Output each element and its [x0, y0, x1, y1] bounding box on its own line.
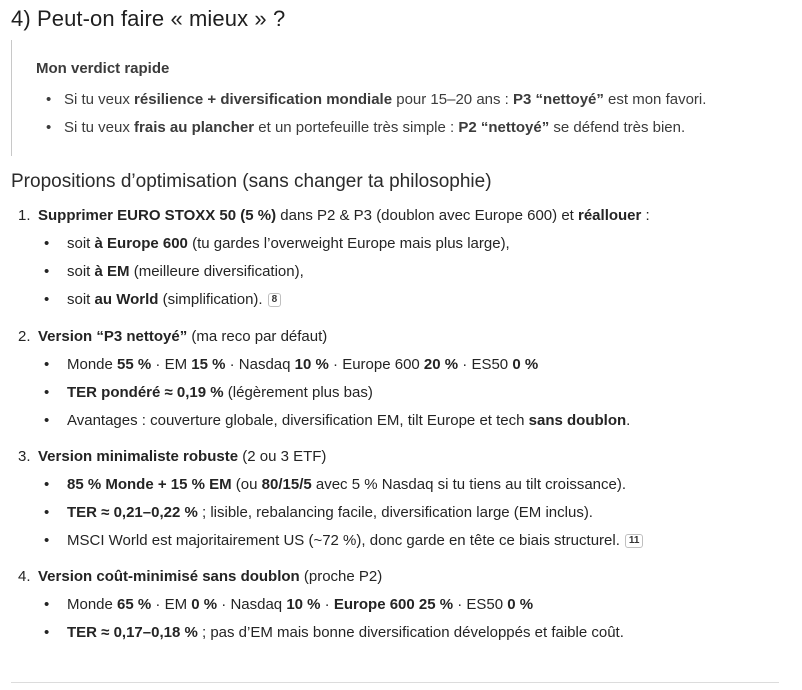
list-number: 2.: [18, 328, 31, 345]
list-item: soit à Europe 600 (tu gardes l’overweight Europe mais plus large),: [67, 235, 510, 252]
list-number: 1.: [18, 207, 31, 224]
bullet: •: [44, 384, 50, 401]
bullet: •: [44, 263, 50, 280]
divider: [11, 682, 779, 683]
list-item: soit à EM (meilleure diversification),: [67, 263, 304, 280]
list-item: MSCI World est majoritairement US (~72 %), donc garde en tête ce biais structurel. 11: [67, 532, 643, 549]
bullet: •: [44, 624, 50, 641]
citation-badge[interactable]: 11: [625, 534, 644, 548]
citation-badge[interactable]: 8: [268, 293, 282, 307]
list-item: TER ≈ 0,21–0,22 % ; lisible, rebalancing facile, diversification large (EM inclus).: [67, 504, 593, 521]
list-item: Avantages : couverture globale, diversification EM, tilt Europe et tech sans doublon.: [67, 412, 631, 429]
list-item: TER pondéré ≈ 0,19 % (légèrement plus bas): [67, 384, 373, 401]
list-item: Monde 65 % · EM 0 % · Nasdaq 10 % · Europe 600 25 % · ES50 0 %: [67, 596, 534, 613]
propositions-heading: Propositions d’optimisation (sans changer ta philosophie): [11, 171, 492, 192]
list-item: 85 % Monde + 15 % EM (ou 80/15/5 avec 5 % Nasdaq si tu tiens au tilt croissance).: [67, 476, 627, 493]
bullet: •: [46, 91, 52, 108]
bullet: •: [44, 504, 50, 521]
bullet: •: [44, 356, 50, 373]
bullet: •: [44, 596, 50, 613]
bullet: •: [44, 235, 50, 252]
verdict-blockquote: [11, 40, 772, 156]
bullet: •: [44, 532, 50, 549]
bullet: •: [46, 119, 52, 136]
bullet: •: [44, 412, 50, 429]
proposition-3: Version minimaliste robuste (2 ou 3 ETF): [38, 448, 327, 465]
list-number: 3.: [18, 448, 31, 465]
verdict-item: Si tu veux frais au plancher et un portefeuille très simple : P2 “nettoyé” se défend très bien.: [64, 119, 686, 136]
verdict-item: Si tu veux résilience + diversification mondiale pour 15–20 ans : P3 “nettoyé” est mon favori.: [64, 91, 707, 108]
proposition-4: Version coût-minimisé sans doublon (proche P2): [38, 568, 383, 585]
list-number: 4.: [18, 568, 31, 585]
proposition-2: Version “P3 nettoyé” (ma reco par défaut): [38, 328, 328, 345]
section-heading: 4) Peut-on faire « mieux » ?: [11, 6, 286, 31]
list-item: TER ≈ 0,17–0,18 % ; pas d’EM mais bonne diversification développés et faible coût.: [67, 624, 624, 641]
bullet: •: [44, 476, 50, 493]
verdict-title: Mon verdict rapide: [36, 60, 170, 77]
proposition-1: Supprimer EURO STOXX 50 (5 %) dans P2 & P3 (doublon avec Europe 600) et réallouer :: [38, 207, 650, 224]
bullet: •: [44, 291, 50, 308]
list-item: Monde 55 % · EM 15 % · Nasdaq 10 % · Europe 600 20 % · ES50 0 %: [67, 356, 539, 373]
list-item: soit au World (simplification). 8: [67, 291, 281, 308]
